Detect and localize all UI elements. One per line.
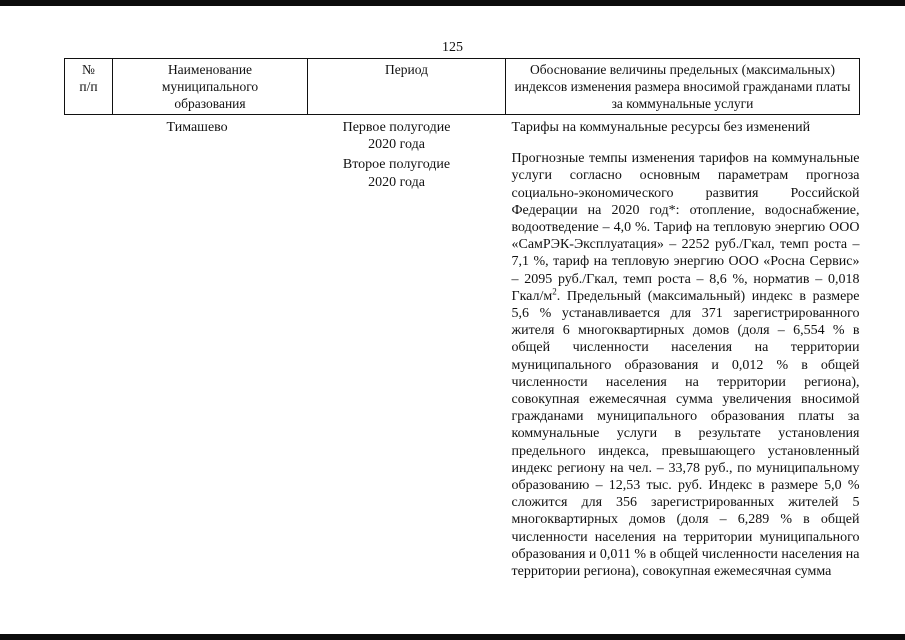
page-number: 125: [442, 40, 463, 55]
scan-bottom-edge: [0, 634, 905, 640]
header-basis: [506, 59, 860, 115]
period-second-half-label: Второе полугодие: [342, 157, 451, 173]
table-row: [65, 115, 860, 581]
header-municipality-line2: муниципального: [161, 79, 259, 94]
period-second-half-year: 2020 года: [368, 174, 425, 190]
basis-second-half-part2: . Предельный (максимальный) индекс в размере 5,6 % устанавливается для 371 зарегистрированного жителя 6 многоквартирных домов (доля – 6,554 % в общей численности населения на территории муниципального образования и 0,012 % в общей численности населения на территории региона), совокупная ежемесячная сумма увеличения вносимой гражданами муниципального образования платы за коммунальные услуги в результате установления предельного индекса, превышающего установленный индекс региону на чел. – 33,78 руб., по муниципальному образованию – 12,53 тыс. руб. Индекс в размере 5,0 % сложится для 356 зарегистрированных жителей 5 многоквартирных домов (доля – 6,289 % в общей численности населения на территории муниципального образования и 0,011 % в общей численности населения на территории региона), совокупная ежемесячная сумма: [511, 288, 860, 580]
header-number: [65, 59, 113, 115]
tariff-table: [64, 58, 860, 580]
header-basis-line3: за коммунальные услуги: [611, 96, 754, 111]
basis-second-half-part1: Прогнозные темпы изменения тарифов на коммунальные услуги согласно основным параметрам прогноза социально-экономического развития Российской Федерации на 2020 год*: отопление, водоснабжение, водоотведение – 4,0 %. Тариф на тепловую энергию ООО «СамРЭК-Эксплуатация» – 2252 руб./Гкал, темп роста – 7,1 %, тариф на тепловую энергию ООО «Росна Сервис» – 2095 руб./Гкал, темп роста – 8,6 %, норматив – 0,018 Гкал/м: [511, 151, 860, 304]
basis-first-half-text: Тарифы на коммунальные ресурсы без изменений: [511, 120, 811, 135]
header-period: [308, 59, 506, 115]
header-municipality-line1: Наименование: [167, 62, 253, 77]
header-basis-line2: индексов изменения размера вносимой гражданами платы: [514, 79, 851, 94]
header-number-symbol: №: [82, 62, 95, 77]
header-basis-line1: Обоснование величины предельных (максимальных): [530, 62, 835, 77]
row-number-cell: [65, 115, 113, 581]
header-municipality-line3: образования: [174, 96, 246, 111]
scan-top-edge: [0, 0, 905, 6]
municipality-name: Тимашево: [166, 120, 228, 135]
basis-second-half-text: [512, 150, 860, 580]
basis-cell: [506, 115, 860, 581]
header-period-label: Период: [385, 62, 428, 77]
period-first-half-label: Первое полугодие: [342, 120, 451, 135]
square-meter-superscript: 2: [552, 286, 557, 297]
period-first-half-year: 2020 года: [368, 137, 425, 153]
header-municipality: [113, 59, 308, 115]
header-number-abbr: п/п: [79, 79, 98, 94]
table-header-row: [65, 59, 860, 115]
period-cell: [308, 115, 506, 581]
